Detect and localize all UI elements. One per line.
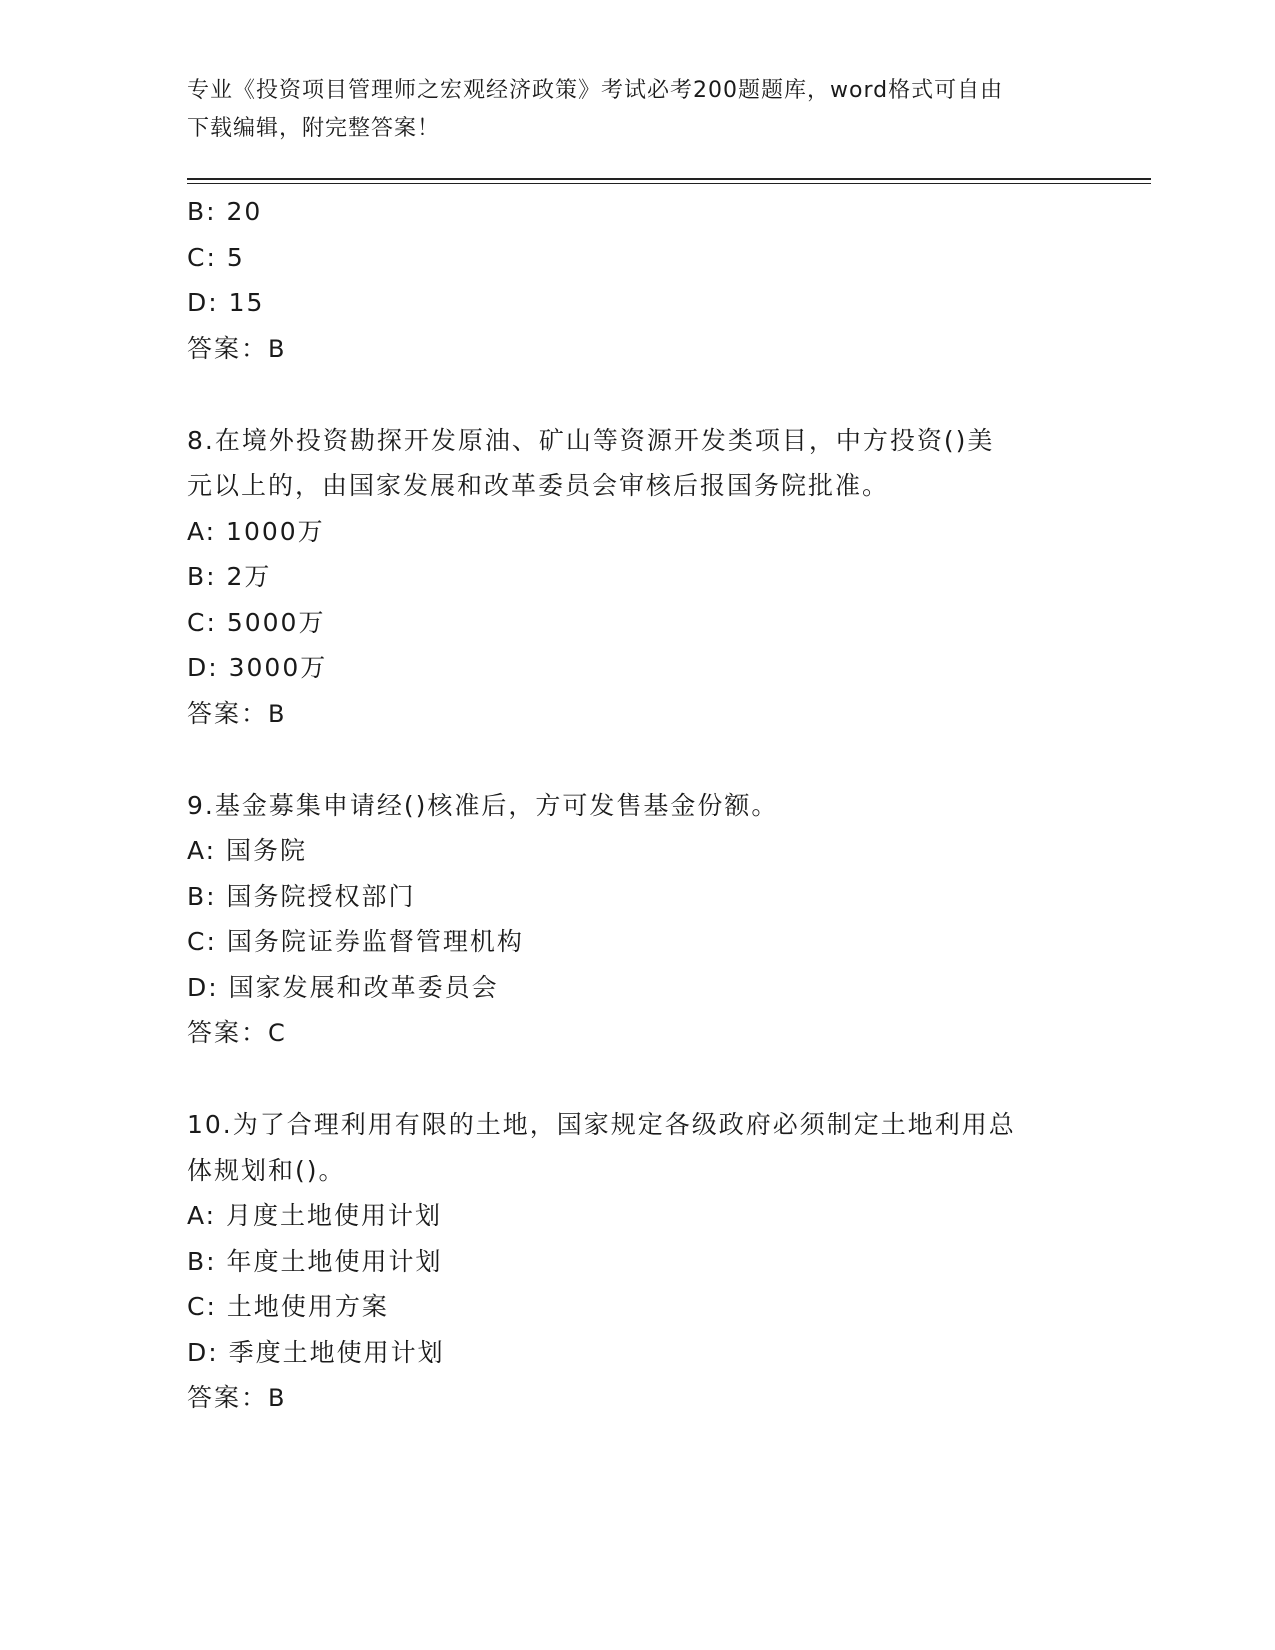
question-stem-cont: 元以上的，由国家发展和改革委员会审核后报国务院批准。: [187, 471, 890, 500]
question-7: [187, 189, 1087, 372]
question-list: [187, 189, 1087, 1422]
answer-line: [187, 1375, 1087, 1422]
page-header: [187, 72, 1067, 148]
option-c: C: 土地使用方案: [187, 1292, 389, 1321]
option-b: B: 国务院授权部门: [187, 881, 416, 911]
spacer: [187, 1057, 1087, 1103]
question-stem: 8.在境外投资勘探开发原油、矿山等资源开发类项目，中方投资()美: [187, 425, 995, 455]
answer-label: 答案：: [187, 1018, 269, 1047]
header-line-1: 专业《投资项目管理师之宏观经济政策》考试必考200题题库，word格式可自由: [187, 78, 1004, 103]
answer-line: [187, 1010, 1087, 1057]
option-c: C: 国务院证券监督管理机构: [187, 927, 524, 956]
answer-line: [187, 691, 1087, 738]
option-d: D: 3000万: [187, 653, 328, 682]
option-b: B: 年度土地使用计划: [187, 1246, 443, 1276]
answer-value: B: [268, 699, 287, 728]
option-d: D: 15: [187, 288, 265, 317]
question-8: [187, 418, 1087, 738]
question-stem: 9.基金募集申请经()核准后，方可发售基金份额。: [187, 790, 779, 820]
answer-label: 答案：: [187, 1383, 269, 1412]
question-9: [187, 783, 1087, 1057]
answer-label: 答案：: [187, 698, 269, 728]
answer-value: C: [268, 1019, 287, 1047]
header-divider-thick: [187, 178, 1151, 180]
answer-line: [187, 326, 1087, 373]
option-b: B: 20: [187, 197, 263, 226]
answer-label: 答案：: [187, 333, 269, 363]
spacer: [187, 737, 1087, 783]
header-line-2: 下载编辑，附完整答案！: [187, 116, 441, 141]
spacer: [187, 372, 1087, 418]
question-10: [187, 1102, 1087, 1422]
answer-value: B: [268, 1384, 287, 1412]
option-a: A: 国务院: [187, 836, 308, 865]
option-c: C: 5000万: [187, 607, 326, 637]
question-stem: 10.为了合理利用有限的土地，国家规定各级政府必须制定土地利用总: [187, 1110, 1016, 1139]
option-a: A: 月度土地使用计划: [187, 1201, 443, 1230]
option-a: A: 1000万: [187, 516, 325, 546]
option-c: C: 5: [187, 242, 245, 272]
question-stem-cont: 体规划和()。: [187, 1155, 346, 1185]
answer-value: B: [268, 334, 287, 363]
option-d: D: 国家发展和改革委员会: [187, 972, 499, 1002]
option-b: B: 2万: [187, 562, 272, 591]
header-divider-thin: [187, 183, 1151, 184]
option-d: D: 季度土地使用计划: [187, 1337, 445, 1367]
